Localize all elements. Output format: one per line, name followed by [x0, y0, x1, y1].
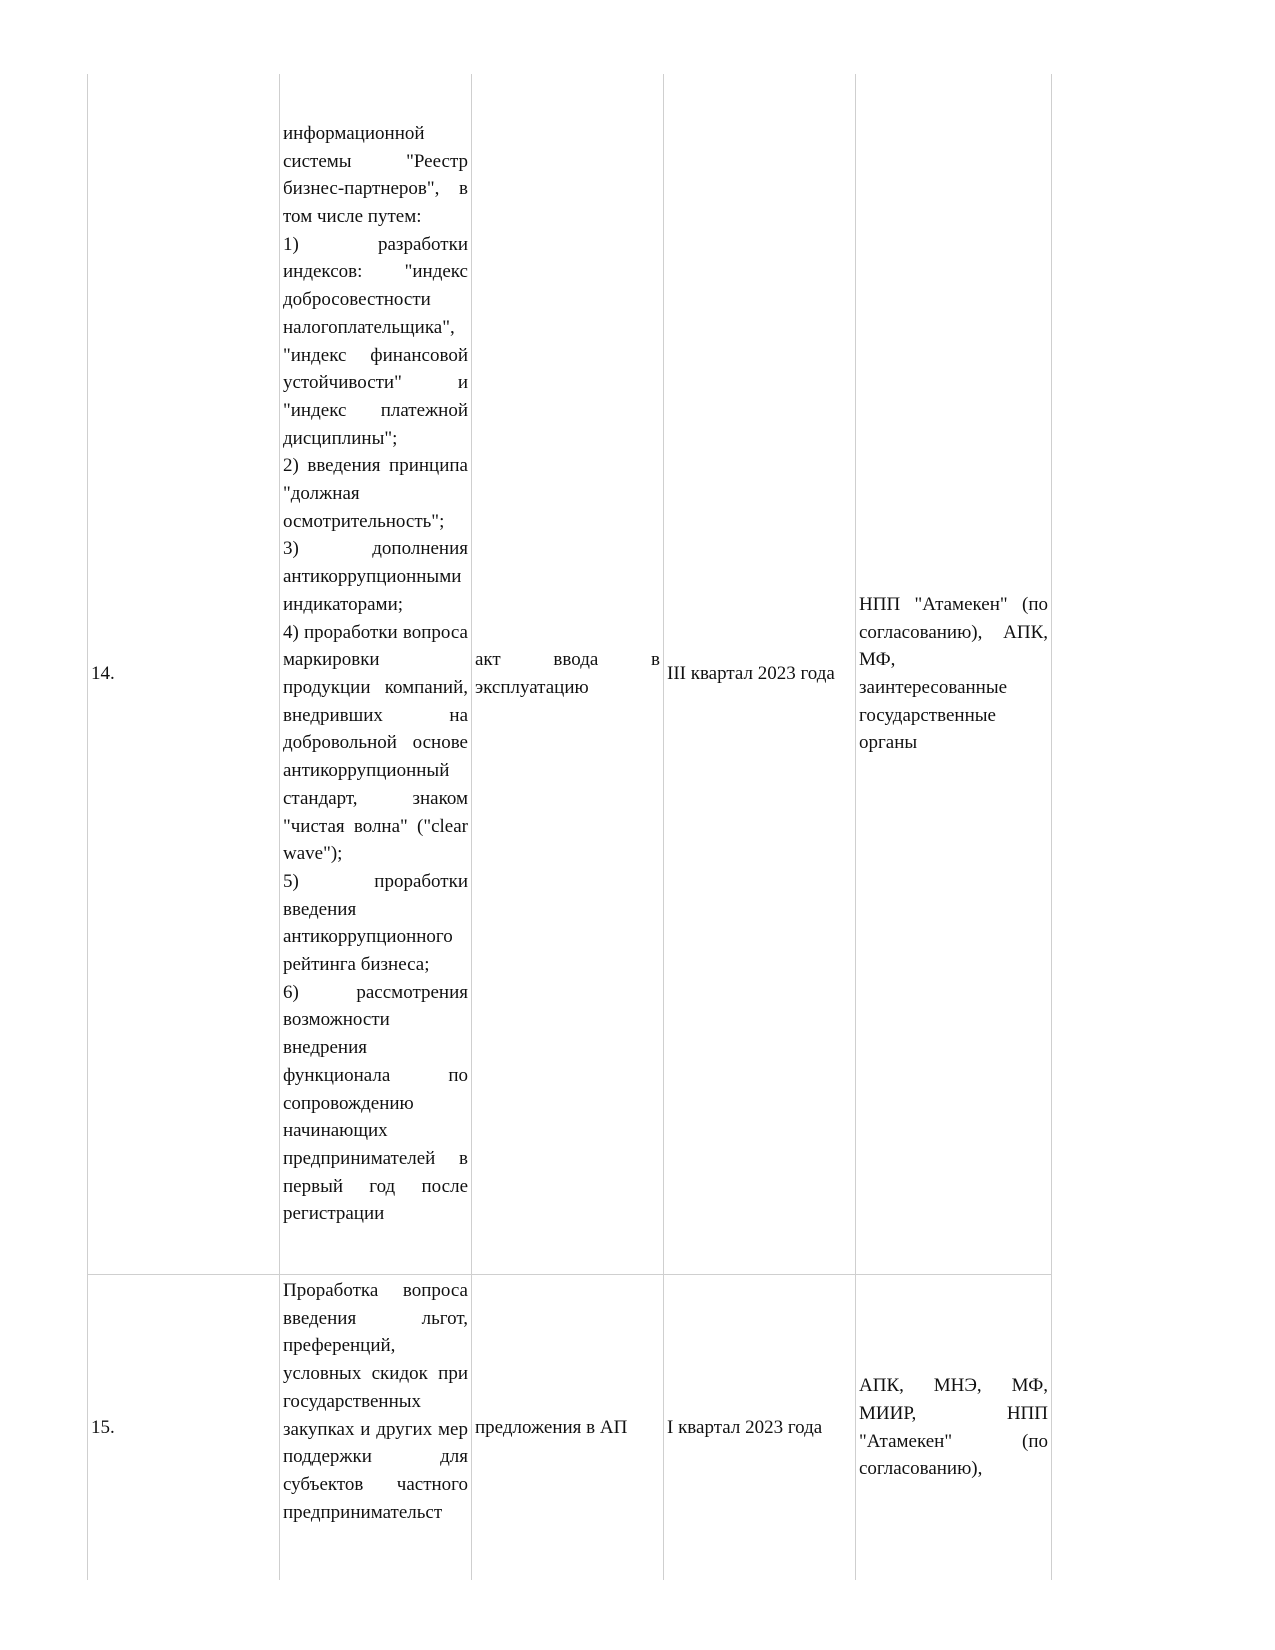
measure-description — [280, 1275, 472, 1581]
completion-form: акт ввода в эксплуатацию — [472, 74, 664, 1275]
table-row — [88, 74, 1052, 1275]
completion-form: предложения в АП — [472, 1275, 664, 1581]
row-number: 14. — [88, 74, 280, 1275]
responsible-parties: НПП "Атамекен" (по согласованию), АПК, МФ, заинтересованные государственные органы — [856, 74, 1052, 1275]
row-number: 15. — [88, 1275, 280, 1581]
measure-description — [280, 74, 472, 1275]
description-paragraph: 2) введения принципа "должная осмотрительность"; — [283, 455, 468, 532]
description-paragraph: информационной системы "Реестр бизнес-партнеров", в том числе путем: — [283, 122, 468, 228]
description-paragraph: 4) проработки вопроса маркировки продукции компаний, внедривших на добровольной основе антикоррупционный стандарт, знаком "чистая волна" ("clear wave"); — [283, 621, 468, 865]
responsible-parties: АПК, МНЭ, МФ, МИИР, НПП "Атамекен" (по согласованию), — [856, 1275, 1052, 1581]
action-plan-table — [87, 74, 1052, 1580]
description-paragraph: 3) дополнения антикоррупционными индикаторами; — [283, 538, 468, 615]
description-paragraph: 5) проработки введения антикоррупционного рейтинга бизнеса; — [283, 870, 468, 976]
description-paragraph: Проработка вопроса введения льгот, преференций, условных скидок при государственных закупках и других мер поддержки для субъектов частного предпринимательст — [283, 1280, 468, 1523]
table-row — [88, 1275, 1052, 1581]
deadline: I квартал 2023 года — [664, 1275, 856, 1581]
description-paragraph: 1) разработки индексов: "индекс добросовестности налогоплательщика", "индекс финансовой устойчивости" и "индекс платежной дисциплины"; — [283, 233, 468, 449]
description-paragraph: 6) рассмотрения возможности внедрения функционала по сопровождению начинающих предпринимателей в первый год после регистрации — [283, 981, 468, 1225]
deadline: III квартал 2023 года — [664, 74, 856, 1275]
